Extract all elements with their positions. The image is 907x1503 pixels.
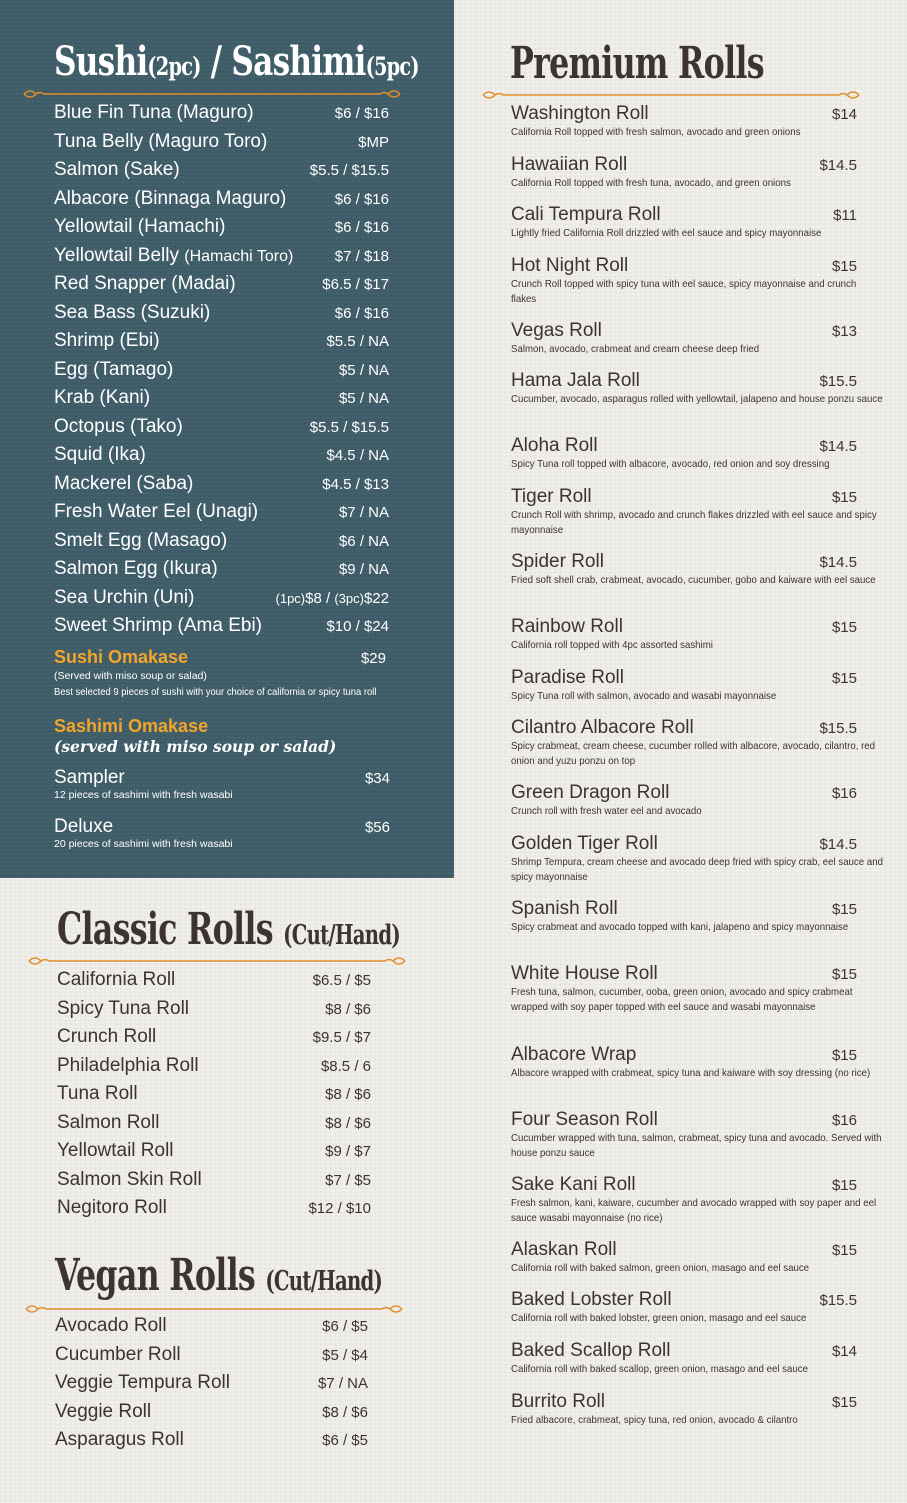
list-item: Philadelphia Roll $8.5 / 6 [57,1054,371,1076]
roll-price: $14.5 [819,156,857,174]
list-item: Sea Bass (Suzuki) $6 / $16 [54,301,389,323]
sashimi-omakase-sub: (served with miso soup or salad) [54,737,337,756]
flourish-ornament-icon [24,1303,404,1315]
roll-description: Spicy crabmeat and avocado topped with kani, jalapeno and spicy mayonnaise [511,920,849,933]
roll-description: Crunch Roll with shrimp, avocado and crunch flakes drizzled with eel sauce and spicy mayonnaise [511,508,877,536]
sushi-omakase-price: $29 [360,650,386,667]
roll-price: $14.5 [819,438,857,456]
sashimi-deluxe: Deluxe $56 20 pieces of sashimi with fresh wasabi [54,816,390,850]
roll-price: $14 [831,1342,857,1360]
list-item: Cucumber Roll $5 / $4 [55,1343,368,1365]
roll-price: $15.5 [819,373,857,391]
vegan-rolls-title: Vegan Rolls (Cut/Hand) [55,1250,383,1301]
list-item: Squid (Ika) $4.5 / NA [54,444,389,465]
premium-roll-item [511,667,857,718]
roll-description: California roll with baked scallop, green onion, masago and eel sauce [511,1362,808,1375]
sushi-omakase [54,647,390,699]
roll-name: Cilantro Albacore Roll [511,717,694,739]
list-item: Fresh Water Eel (Unagi) $7 / NA [54,501,389,522]
list-item: Negitoro Roll $12 / $10 [57,1197,371,1218]
premium-roll-item [511,1340,857,1391]
list-item: Egg (Tamago) $5 / NA [54,358,389,380]
roll-name: Baked Lobster Roll [511,1289,672,1311]
premium-roll-item [511,550,876,616]
premium-roll-item [511,204,857,255]
flourish-ornament-icon [22,88,402,100]
roll-description: Fried albacore, crabmeat, spicy tuna, red onion, avocado & cilantro [511,1413,798,1426]
premium-roll-item [511,485,877,551]
roll-description: Fresh tuna, salmon, cucumber, ooba, green onion, avocado and spicy crabmeat wrapped with soy paper topped with eel sauce and wasabi mayonnaise [511,985,853,1013]
premium-roll-item [511,370,883,435]
roll-name: Aloha Roll [511,435,598,457]
roll-description: Spicy Tuna roll with salmon, avocado and wasabi mayonnaise [511,689,777,702]
roll-description: Spicy crabmeat, cream cheese, cucumber rolled with albacore, avocado, cilantro, red onion and yuzu ponzu on top [511,740,876,768]
list-item: Mackerel (Saba) $4.5 / $13 [54,472,389,494]
roll-price: $14 [831,106,857,123]
sushi-omakase-label: Sushi Omakase [54,647,189,667]
premium-roll-item [511,616,857,667]
list-item: Salmon Egg (Ikura) $9 / NA [54,558,389,579]
roll-description: Spicy Tuna roll topped with albacore, avocado, red onion and soy dressing [511,458,830,471]
premium-roll-item [511,435,857,486]
roll-name: Golden Tiger Roll [511,832,658,854]
list-item: Blue Fin Tuna (Maguro) $6 / $16 [54,102,389,123]
premium-roll-item [511,898,857,963]
roll-name: Hot Night Roll [511,254,629,276]
roll-description: California Roll topped with fresh salmon, avocado and green onions [511,126,801,138]
roll-description: Fried soft shell crab, crabmeat, avocado, cucumber, gobo and kaiware with eel sauce [511,573,876,586]
roll-description: California roll with baked salmon, green onion, masago and eel sauce [511,1261,810,1274]
list-item: Smelt Egg (Masago) $6 / NA [54,529,389,551]
roll-name: Vegas Roll [511,319,602,341]
flourish-ornament-icon [481,89,861,101]
roll-price: $15 [831,1176,857,1194]
roll-description: Albacore wrapped with crabmeat, spicy tuna and kaiware with soy dressing (no rice) [511,1066,871,1079]
roll-name: Burrito Roll [511,1390,605,1412]
roll-price: $15 [831,488,857,506]
list-item: Tuna Belly (Maguro Toro) $MP [54,130,389,152]
list-item: Veggie Roll $8 / $6 [55,1400,368,1422]
roll-name: Washington Roll [511,103,649,124]
roll-name: Sake Kani Roll [511,1173,636,1195]
list-item: Albacore (Binnaga Maguro) $6 / $16 [54,187,389,209]
premium-roll-item [511,1289,857,1340]
list-item: Shrimp (Ebi) $5.5 / NA [54,330,389,351]
roll-description: Crunch roll with fresh water eel and avocado [511,805,702,818]
list-item: Veggie Tempura Roll $7 / NA [55,1372,368,1393]
roll-price: $14.5 [819,553,857,571]
roll-name: Spanish Roll [511,897,618,919]
premium-roll-item [511,255,857,320]
premium-rolls-list [511,103,883,1441]
roll-description: Cucumber wrapped with tuna, salmon, crabmeat, spicy tuna and avocado. Served with house ponzu sauce [511,1131,882,1159]
roll-price: $13 [831,322,857,340]
premium-rolls-title: Premium Rolls [510,38,764,89]
roll-name: Alaskan Roll [511,1238,617,1260]
roll-name: Cali Tempura Roll [511,204,661,226]
roll-name: Albacore Wrap [511,1043,637,1065]
title-sashimi: Sashimi [231,38,366,85]
list-item: California Roll $6.5 / $5 [57,969,371,990]
roll-price: $15.5 [819,720,857,738]
roll-price: $11 [833,207,857,225]
list-item: Crunch Roll $9.5 / $7 [57,1026,371,1047]
premium-roll-item [511,103,857,154]
roll-description: Fresh salmon, kani, kaiware, cucumber and avocado wrapped with soy paper and eel sauce wasabi mayonnaise (no rice) [511,1196,877,1224]
roll-price: $14.5 [819,835,857,853]
premium-roll-item [511,1043,871,1109]
sashimi-omakase [54,716,390,756]
sushi-sashimi-title [54,38,419,85]
premium-roll-item [511,963,857,1044]
premium-roll-item [511,1239,857,1290]
sashimi-omakase-label: Sashimi Omakase [54,716,209,736]
roll-price: $15 [831,1393,857,1411]
roll-price: $15 [831,618,857,636]
sushi-omakase-note: (Served with miso soup or salad) [54,670,207,682]
list-item: Sweet Shrimp (Ama Ebi) $10 / $24 [54,615,389,636]
roll-price: $15 [831,900,857,918]
sushi-omakase-desc: Best selected 9 pieces of sushi with your choice of california or spicy tuna roll [54,686,377,698]
title-separator: / [210,38,222,85]
list-item: Salmon (Sake) $5.5 / $15.5 [54,159,389,180]
list-item-uni: Sea Urchin (Uni) (1pc)$8 / (3pc)$22 [54,586,389,608]
roll-description: Cucumber, avocado, asparagus rolled with yellowtail, jalapeno and house ponzu sauce [511,393,883,406]
classic-rolls-list [57,969,371,1226]
roll-description: California Roll topped with fresh tuna, avocado, and green onions [511,176,791,189]
premium-roll-item [511,1391,857,1442]
roll-description: Salmon, avocado, crabmeat and cream cheese deep fried [511,342,760,355]
list-item: Avocado Roll $6 / $5 [55,1315,368,1336]
list-item: Yellowtail (Hamachi) $6 / $16 [54,216,389,237]
list-item: Yellowtail Belly (Hamachi Toro) $7 / $18 [54,244,389,266]
roll-name: Green Dragon Roll [511,782,670,804]
roll-description: Crunch Roll topped with spicy tuna with eel sauce, spicy mayonnaise and crunch flakes [511,277,857,305]
premium-roll-item [511,1173,877,1239]
list-item: Red Snapper (Madai) $6.5 / $17 [54,273,389,294]
list-item: Asparagus Roll $6 / $5 [55,1429,368,1450]
premium-roll-item [511,832,883,898]
vegan-rolls-list [55,1315,368,1458]
premium-roll-item [511,154,857,205]
roll-price: $15 [831,257,857,275]
roll-name: White House Roll [511,962,658,984]
title-sushi: Sushi [54,38,148,85]
list-item: Octopus (Tako) $5.5 / $15.5 [54,415,389,437]
roll-name: Paradise Roll [511,666,624,688]
title-sashimi-pcs: (5pc) [365,52,419,81]
roll-name: Hawaiian Roll [511,153,628,175]
roll-name: Baked Scallop Roll [511,1339,671,1361]
sashimi-sampler: Sampler $34 12 pieces of sashimi with fresh wasabi [54,767,390,801]
classic-rolls-title: Classic Rolls (Cut/Hand) [57,904,400,955]
roll-name: Hama Jala Roll [511,370,640,392]
roll-price: $15 [831,1046,857,1064]
list-item: Spicy Tuna Roll $8 / $6 [57,997,371,1019]
sushi-sashimi-panel [0,0,454,878]
roll-name: Tiger Roll [511,485,592,507]
premium-roll-item [511,782,857,833]
roll-price: $15.5 [819,1292,857,1310]
roll-price: $15 [831,1241,857,1259]
premium-roll-item [511,320,857,371]
list-item: Yellowtail Roll $9 / $7 [57,1140,371,1161]
roll-description: California roll topped with 4pc assorted sashimi [511,638,713,651]
roll-price: $15 [831,669,857,687]
list-item: Tuna Roll $8 / $6 [57,1083,371,1104]
roll-price: $16 [831,1111,857,1129]
roll-description: Shrimp Tempura, cream cheese and avocado deep fried with spicy crab, eel sauce and spicy mayonnaise [511,855,883,883]
title-sushi-pcs: (2pc) [147,52,201,81]
list-item: Salmon Roll $8 / $6 [57,1111,371,1133]
list-item: Salmon Skin Roll $7 / $5 [57,1168,371,1190]
premium-roll-item [511,717,876,782]
list-item: Krab (Kani) $5 / NA [54,387,389,408]
roll-name: Four Season Roll [511,1108,658,1130]
roll-description: Lightly fried California Roll drizzled with eel sauce and spicy mayonnaise [511,227,822,240]
flourish-ornament-icon [27,955,407,967]
roll-name: Rainbow Roll [511,615,623,637]
roll-name: Spider Roll [511,550,604,572]
roll-price: $16 [831,785,857,803]
premium-roll-item [511,1108,882,1174]
sushi-sashimi-list [54,102,389,644]
roll-description: California roll with baked lobster, green onion, masago and eel sauce [511,1312,807,1325]
roll-price: $15 [831,965,857,983]
